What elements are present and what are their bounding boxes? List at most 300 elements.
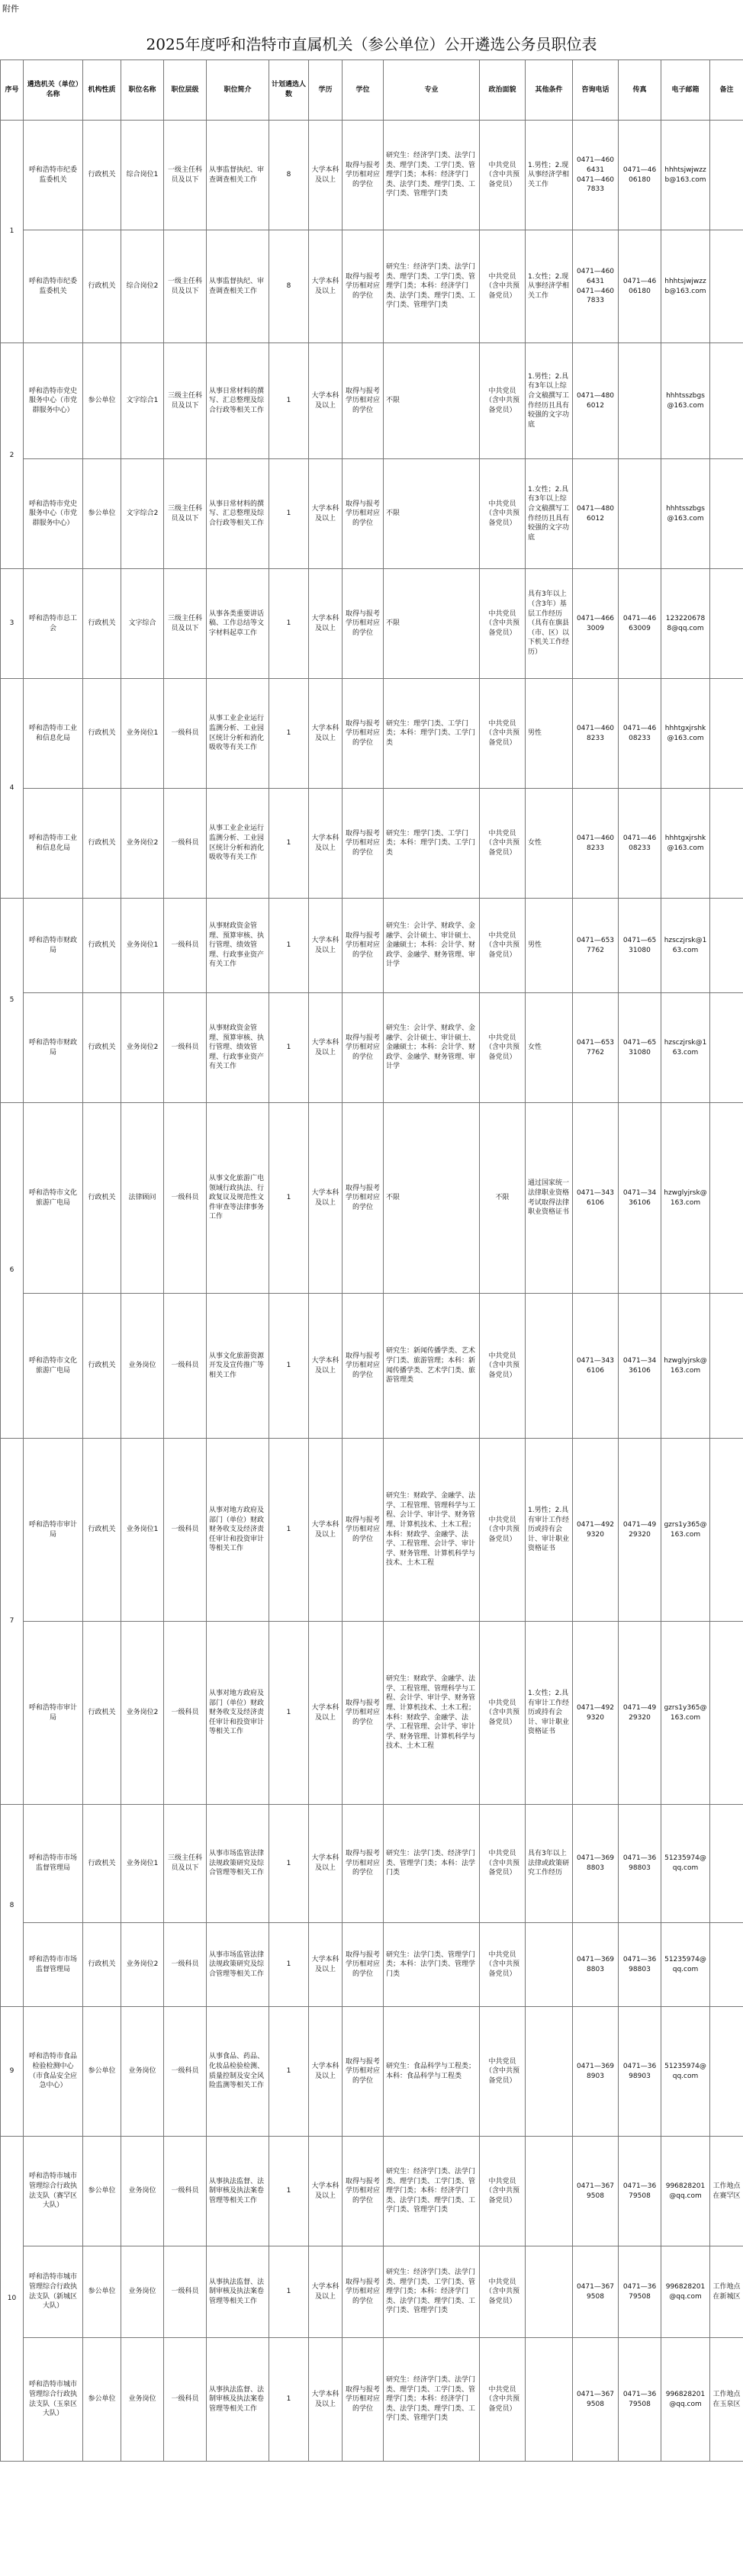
cell-phone: 0471—4606431 0471—4607833 [573, 121, 619, 230]
cell-intro: 从事市场监管法律法规政策研究及综合管理等相关工作 [207, 1923, 269, 2007]
cell-fax [619, 343, 661, 459]
cell-fax: 0471—4929320 [619, 1439, 661, 1622]
cell-fax: 0471—3698903 [619, 2007, 661, 2137]
cell-note [710, 1923, 743, 2007]
cell-edu: 大学本科及以上 [309, 459, 343, 569]
cell-note [710, 1439, 743, 1622]
cell-note [710, 1103, 743, 1294]
cell-phone: 0471—3698903 [573, 2007, 619, 2137]
cell-degree: 取得与报考学历相对应的学位 [343, 679, 384, 789]
cell-edu: 大学本科及以上 [309, 230, 343, 343]
cell-unit: 呼和浩特市审计局 [24, 1622, 83, 1805]
cell-phone: 0471—4608233 [573, 679, 619, 789]
cell-fax: 0471—4608233 [619, 679, 661, 789]
header-degree: 学位 [343, 60, 384, 121]
cell-phone: 0471—3679508 [573, 2137, 619, 2246]
cell-note [710, 1294, 743, 1439]
cell-politics: 中共党员（含中共预备党员） [480, 1439, 526, 1622]
cell-level: 一级科员 [164, 1622, 207, 1805]
cell-level: 一级科员 [164, 2338, 207, 2462]
cell-degree: 取得与报考学历相对应的学位 [343, 2137, 384, 2246]
cell-major: 不限 [384, 1103, 480, 1294]
cell-major: 研究生：财政学、金融学、法学、工程管理、管理科学与工程、会计学、审计学、财务管理、计算机技术、土木工程；本科：财政学、金融学、法学、工程管理、会计学、审计学、财务管理、计算机科学与技术、土木工程 [384, 1622, 480, 1805]
cell-level: 一级科员 [164, 1294, 207, 1439]
table-row [1, 459, 743, 569]
cell-nature: 参公单位 [83, 2246, 121, 2338]
cell-major: 研究生：理学门类、工学门类；本科：理学门类、工学门类 [384, 789, 480, 899]
cell-politics: 中共党员（含中共预备党员） [480, 230, 526, 343]
cell-major: 研究生：经济学门类、法学门类、理学门类、工学门类、管理学门类；本科：经济学门类、法学门类、理学门类、工学门类、管理学门类 [384, 2338, 480, 2462]
cell-edu: 大学本科及以上 [309, 679, 343, 789]
cell-degree: 取得与报考学历相对应的学位 [343, 2246, 384, 2338]
cell-degree: 取得与报考学历相对应的学位 [343, 121, 384, 230]
table-row [1, 789, 743, 899]
header-no: 序号 [1, 60, 24, 121]
cell-no: 6 [1, 1103, 24, 1439]
cell-unit: 呼和浩特市文化旅游广电局 [24, 1103, 83, 1294]
cell-phone: 0471—3679508 [573, 2246, 619, 2338]
cell-level: 三级主任科员及以下 [164, 343, 207, 459]
cell-major: 研究生：经济学门类、法学门类、理学门类、工学门类、管理学门类；本科：经济学门类、法学门类、理学门类、工学门类、管理学门类 [384, 230, 480, 343]
cell-degree: 取得与报考学历相对应的学位 [343, 1103, 384, 1294]
cell-unit: 呼和浩特市城市管理综合行政执法支队（赛罕区大队） [24, 2137, 83, 2246]
cell-other: 1.女性；2.具有3年以上综合文稿撰写工作经历且具有较强的文字功底 [526, 459, 573, 569]
table-row [1, 1294, 743, 1439]
cell-other [526, 1923, 573, 2007]
cell-unit: 呼和浩特市财政局 [24, 899, 83, 993]
header-level: 职位层级 [164, 60, 207, 121]
cell-other [526, 2246, 573, 2338]
cell-other: 1.男性；2.具有3年以上综合文稿撰写工作经历且具有较强的文字功底 [526, 343, 573, 459]
cell-politics: 中共党员（含中共预备党员） [480, 343, 526, 459]
cell-note [710, 121, 743, 230]
cell-email: hhhtsjwjwzzb@163.com [661, 230, 710, 343]
cell-fax: 0471—4606180 [619, 230, 661, 343]
cell-politics: 中共党员（含中共预备党员） [480, 569, 526, 679]
header-nature: 机构性质 [83, 60, 121, 121]
cell-intro: 从事对地方政府及部门（单位）财政财务收支及经济责任审计和投资审计等相关工作 [207, 1439, 269, 1622]
cell-post: 文字综合2 [121, 459, 164, 569]
cell-major: 研究生：经济学门类、法学门类、理学门类、工学门类、管理学门类；本科：经济学门类、法学门类、理学门类、工学门类、管理学门类 [384, 2137, 480, 2246]
cell-fax: 0471—6531080 [619, 899, 661, 993]
cell-note [710, 1805, 743, 1923]
cell-fax [619, 459, 661, 569]
cell-intro: 从事文化旅游资源开发及宣传推广等相关工作 [207, 1294, 269, 1439]
cell-no: 7 [1, 1439, 24, 1805]
cell-unit: 呼和浩特市文化旅游广电局 [24, 1294, 83, 1439]
cell-politics: 中共党员（含中共预备党员） [480, 2007, 526, 2137]
cell-politics: 中共党员（含中共预备党员） [480, 1805, 526, 1923]
cell-level: 一级科员 [164, 1103, 207, 1294]
cell-post: 业务岗位1 [121, 1805, 164, 1923]
cell-degree: 取得与报考学历相对应的学位 [343, 789, 384, 899]
cell-edu: 大学本科及以上 [309, 899, 343, 993]
cell-email: hzsczjrsk@163.com [661, 899, 710, 993]
cell-fax: 0471—3679508 [619, 2246, 661, 2338]
cell-no: 5 [1, 899, 24, 1103]
cell-email: hhhtgxjrshk@163.com [661, 789, 710, 899]
header-intro: 职位简介 [207, 60, 269, 121]
cell-post: 业务岗位 [121, 1294, 164, 1439]
cell-major: 研究生：法学门类、管理学门类；本科：法学门类、管理学门类 [384, 1923, 480, 2007]
cell-degree: 取得与报考学历相对应的学位 [343, 1622, 384, 1805]
cell-unit: 呼和浩特市财政局 [24, 993, 83, 1103]
header-unit: 遴选机关（单位）名称 [24, 60, 83, 121]
cell-major: 研究生：会计学、财政学、金融学、会计硕士、审计硕士、金融硕士；本科：会计学、财政学、金融学、财务管理、审计学 [384, 899, 480, 993]
cell-intro: 从事执法监督、法制审核及执法案卷管理等相关工作 [207, 2246, 269, 2338]
cell-post: 业务岗位 [121, 2137, 164, 2246]
cell-post: 业务岗位 [121, 2246, 164, 2338]
page-title: 2025年度呼和浩特市直属机关（参公单位）公开遴选公务员职位表 [146, 35, 597, 53]
cell-email: hzwglyjrsk@163.com [661, 1294, 710, 1439]
cell-intro: 从事各类重要讲话稿、工作总结等文字材料起草工作 [207, 569, 269, 679]
cell-other: 通过国家统一法律职业资格考试取得法律职业资格证书 [526, 1103, 573, 1294]
cell-count: 1 [269, 2338, 309, 2462]
cell-major: 研究生：会计学、财政学、金融学、会计硕士、审计硕士、金融硕士；本科：会计学、财政学、金融学、财务管理、审计学 [384, 993, 480, 1103]
table-row [1, 993, 743, 1103]
cell-unit: 呼和浩特市市场监督管理局 [24, 1923, 83, 2007]
cell-phone: 0471—3436106 [573, 1103, 619, 1294]
cell-degree: 取得与报考学历相对应的学位 [343, 459, 384, 569]
cell-nature: 参公单位 [83, 2137, 121, 2246]
cell-count: 1 [269, 679, 309, 789]
cell-post: 业务岗位2 [121, 993, 164, 1103]
cell-politics: 中共党员（含中共预备党员） [480, 899, 526, 993]
cell-other: 1.女性；2.现从事经济学相关工作 [526, 230, 573, 343]
cell-level: 一级主任科员及以下 [164, 121, 207, 230]
cell-edu: 大学本科及以上 [309, 1294, 343, 1439]
cell-other: 男性 [526, 679, 573, 789]
cell-other: 1.男性；2.现从事经济学相关工作 [526, 121, 573, 230]
cell-email: hzsczjrsk@163.com [661, 993, 710, 1103]
cell-note [710, 679, 743, 789]
cell-nature: 行政机关 [83, 789, 121, 899]
cell-edu: 大学本科及以上 [309, 1805, 343, 1923]
cell-nature: 行政机关 [83, 1294, 121, 1439]
cell-degree: 取得与报考学历相对应的学位 [343, 230, 384, 343]
cell-fax: 0471—3436106 [619, 1103, 661, 1294]
cell-post: 业务岗位2 [121, 789, 164, 899]
header-other: 其他条件 [526, 60, 573, 121]
cell-no: 9 [1, 2007, 24, 2137]
cell-phone: 0471—4929320 [573, 1622, 619, 1805]
cell-count: 1 [269, 343, 309, 459]
cell-note [710, 899, 743, 993]
cell-post: 法律顾问 [121, 1103, 164, 1294]
cell-post: 业务岗位1 [121, 679, 164, 789]
cell-count: 1 [269, 2246, 309, 2338]
cell-politics: 中共党员（含中共预备党员） [480, 1622, 526, 1805]
table-row [1, 343, 743, 459]
cell-other: 女性 [526, 789, 573, 899]
header-politics: 政治面貌 [480, 60, 526, 121]
cell-phone: 0471—4806012 [573, 459, 619, 569]
cell-fax: 0471—3436106 [619, 1294, 661, 1439]
cell-fax: 0471—4606180 [619, 121, 661, 230]
cell-nature: 行政机关 [83, 1439, 121, 1622]
cell-other: 1.男性；2.具有审计工作经历或持有会计、审计职业资格证书 [526, 1439, 573, 1622]
cell-post: 业务岗位2 [121, 1923, 164, 2007]
cell-major: 研究生：经济学门类、法学门类、理学门类、工学门类、管理学门类；本科：经济学门类、法学门类、理学门类、工学门类、管理学门类 [384, 2246, 480, 2338]
table-row [1, 1923, 743, 2007]
cell-edu: 大学本科及以上 [309, 2246, 343, 2338]
cell-no: 10 [1, 2137, 24, 2462]
table-row [1, 2137, 743, 2246]
header-count: 计划遴选人数 [269, 60, 309, 121]
cell-fax: 0471—3679508 [619, 2338, 661, 2462]
cell-post: 业务岗位 [121, 2007, 164, 2137]
cell-post: 文字综合1 [121, 343, 164, 459]
cell-level: 一级科员 [164, 2137, 207, 2246]
cell-major: 研究生：食品科学与工程类；本科：食品科学与工程类 [384, 2007, 480, 2137]
cell-other: 男性 [526, 899, 573, 993]
cell-other [526, 2007, 573, 2137]
cell-note [710, 2007, 743, 2137]
cell-count: 1 [269, 459, 309, 569]
table-row [1, 899, 743, 993]
cell-edu: 大学本科及以上 [309, 1439, 343, 1622]
cell-unit: 呼和浩特市纪委监委机关 [24, 230, 83, 343]
cell-note [710, 343, 743, 459]
cell-edu: 大学本科及以上 [309, 1923, 343, 2007]
cell-phone: 0471—3679508 [573, 2338, 619, 2462]
table-header-row [1, 60, 743, 121]
cell-intro: 从事监督执纪、审查调查相关工作 [207, 121, 269, 230]
cell-politics: 中共党员（含中共预备党员） [480, 993, 526, 1103]
table-row [1, 569, 743, 679]
cell-count: 1 [269, 1103, 309, 1294]
header-email: 电子邮箱 [661, 60, 710, 121]
cell-unit: 呼和浩特市工业和信息化局 [24, 679, 83, 789]
position-table [0, 59, 743, 2462]
cell-fax: 0471—3698803 [619, 1805, 661, 1923]
cell-politics: 中共党员（含中共预备党员） [480, 679, 526, 789]
cell-unit: 呼和浩特市审计局 [24, 1439, 83, 1622]
header-fax: 传真 [619, 60, 661, 121]
cell-edu: 大学本科及以上 [309, 2007, 343, 2137]
cell-degree: 取得与报考学历相对应的学位 [343, 343, 384, 459]
cell-phone: 0471—3698803 [573, 1923, 619, 2007]
cell-level: 一级主任科员及以下 [164, 230, 207, 343]
cell-unit: 呼和浩特市党史服务中心（市党群服务中心） [24, 459, 83, 569]
cell-major: 研究生：财政学、金融学、法学、工程管理、管理科学与工程、会计学、审计学、财务管理、计算机技术、土木工程；本科：财政学、金融学、法学、工程管理、会计学、审计学、财务管理、计算机科学与技术、土木工程 [384, 1439, 480, 1622]
cell-nature: 行政机关 [83, 679, 121, 789]
cell-level: 一级科员 [164, 1923, 207, 2007]
cell-phone: 0471—4608233 [573, 789, 619, 899]
cell-post: 综合岗位1 [121, 121, 164, 230]
cell-nature: 行政机关 [83, 1923, 121, 2007]
cell-post: 业务岗位 [121, 2338, 164, 2462]
cell-unit: 呼和浩特市党史服务中心（市党群服务中心） [24, 343, 83, 459]
cell-degree: 取得与报考学历相对应的学位 [343, 1805, 384, 1923]
cell-edu: 大学本科及以上 [309, 2338, 343, 2462]
cell-degree: 取得与报考学历相对应的学位 [343, 1923, 384, 2007]
cell-note [710, 1622, 743, 1805]
cell-note: 工作地点在新城区 [710, 2246, 743, 2338]
cell-post: 业务岗位2 [121, 1622, 164, 1805]
attachment-label: 附件 [2, 4, 19, 14]
cell-unit: 呼和浩特市工业和信息化局 [24, 789, 83, 899]
cell-email: hhhtsjwjwzzb@163.com [661, 121, 710, 230]
cell-nature: 行政机关 [83, 569, 121, 679]
table-row [1, 1439, 743, 1622]
cell-fax: 0471—4663009 [619, 569, 661, 679]
cell-major: 研究生：理学门类、工学门类；本科：理学门类、工学门类 [384, 679, 480, 789]
cell-fax: 0471—3698803 [619, 1923, 661, 2007]
cell-level: 三级主任科员及以下 [164, 459, 207, 569]
cell-edu: 大学本科及以上 [309, 569, 343, 679]
cell-unit: 呼和浩特市总工会 [24, 569, 83, 679]
cell-major: 不限 [384, 343, 480, 459]
table-row [1, 230, 743, 343]
cell-nature: 参公单位 [83, 343, 121, 459]
cell-level: 三级主任科员及以下 [164, 569, 207, 679]
cell-degree: 取得与报考学历相对应的学位 [343, 569, 384, 679]
cell-level: 一级科员 [164, 2007, 207, 2137]
cell-post: 文字综合 [121, 569, 164, 679]
header-post: 职位名称 [121, 60, 164, 121]
header-phone: 咨询电话 [573, 60, 619, 121]
cell-count: 1 [269, 2007, 309, 2137]
cell-politics: 中共党员（含中共预备党员） [480, 2338, 526, 2462]
cell-phone: 0471—3436106 [573, 1294, 619, 1439]
cell-email: 1232206788@qq.com [661, 569, 710, 679]
cell-nature: 参公单位 [83, 2007, 121, 2137]
cell-note: 工作地点在赛罕区 [710, 2137, 743, 2246]
table-row [1, 1103, 743, 1294]
cell-edu: 大学本科及以上 [309, 1103, 343, 1294]
cell-note [710, 993, 743, 1103]
cell-note [710, 459, 743, 569]
cell-count: 1 [269, 569, 309, 679]
cell-email: hhhtsszbgs@163.com [661, 343, 710, 459]
cell-count: 1 [269, 899, 309, 993]
cell-politics: 中共党员（含中共预备党员） [480, 459, 526, 569]
cell-fax: 0471—4608233 [619, 789, 661, 899]
cell-intro: 从事工业企业运行监测分析、工业园区统计分析和消化吸收等有关工作 [207, 679, 269, 789]
cell-count: 1 [269, 1622, 309, 1805]
cell-email: 996828201@qq.com [661, 2246, 710, 2338]
cell-nature: 行政机关 [83, 1805, 121, 1923]
cell-unit: 呼和浩特市食品检验检测中心（市食品安全应急中心） [24, 2007, 83, 2137]
table-row [1, 2007, 743, 2137]
cell-count: 1 [269, 1294, 309, 1439]
cell-email: 51235974@qq.com [661, 1923, 710, 2007]
cell-nature: 行政机关 [83, 1103, 121, 1294]
cell-politics: 中共党员（含中共预备党员） [480, 1294, 526, 1439]
cell-phone: 0471—4929320 [573, 1439, 619, 1622]
table-row [1, 679, 743, 789]
cell-count: 1 [269, 993, 309, 1103]
cell-politics: 中共党员（含中共预备党员） [480, 1923, 526, 2007]
cell-level: 三级主任科员及以下 [164, 1805, 207, 1923]
cell-politics: 中共党员（含中共预备党员） [480, 789, 526, 899]
cell-email: hhhtsszbgs@163.com [661, 459, 710, 569]
cell-level: 一级科员 [164, 679, 207, 789]
cell-note [710, 789, 743, 899]
cell-degree: 取得与报考学历相对应的学位 [343, 2338, 384, 2462]
cell-other: 具有3年以上（含3年）基层工作经历（具有在旗县（市、区）以下机关工作经历） [526, 569, 573, 679]
cell-nature: 行政机关 [83, 899, 121, 993]
cell-no: 2 [1, 343, 24, 569]
cell-edu: 大学本科及以上 [309, 121, 343, 230]
cell-level: 一级科员 [164, 993, 207, 1103]
cell-other: 1.女性；2.具有审计工作经历或持有会计、审计职业资格证书 [526, 1622, 573, 1805]
cell-phone: 0471—4606431 0471—4607833 [573, 230, 619, 343]
cell-intro: 从事日常材料的撰写、汇总整理及综合行政等相关工作 [207, 343, 269, 459]
cell-count: 1 [269, 1439, 309, 1622]
cell-degree: 取得与报考学历相对应的学位 [343, 1439, 384, 1622]
table-row [1, 1622, 743, 1805]
cell-note [710, 569, 743, 679]
cell-count: 1 [269, 1805, 309, 1923]
cell-nature: 参公单位 [83, 2338, 121, 2462]
cell-degree: 取得与报考学历相对应的学位 [343, 2007, 384, 2137]
cell-phone: 0471—3698803 [573, 1805, 619, 1923]
cell-intro: 从事文化旅游广电领域行政执法、行政复议及规范性文件审查等法律事务工作 [207, 1103, 269, 1294]
cell-level: 一级科员 [164, 2246, 207, 2338]
cell-other [526, 2137, 573, 2246]
cell-unit: 呼和浩特市城市管理综合行政执法支队（新城区大队） [24, 2246, 83, 2338]
cell-level: 一级科员 [164, 899, 207, 993]
cell-edu: 大学本科及以上 [309, 1622, 343, 1805]
cell-no: 1 [1, 121, 24, 343]
cell-edu: 大学本科及以上 [309, 789, 343, 899]
cell-email: hzwglyjrsk@163.com [661, 1103, 710, 1294]
cell-other: 女性 [526, 993, 573, 1103]
cell-phone: 0471—4663009 [573, 569, 619, 679]
cell-intro: 从事财政资金管理、预算审核、执行管理、绩效管理、行政事业资产有关工作 [207, 899, 269, 993]
cell-email: gzrs1y365@163.com [661, 1439, 710, 1622]
cell-unit: 呼和浩特市市场监督管理局 [24, 1805, 83, 1923]
cell-intro: 从事市场监管法律法规政策研究及综合管理等相关工作 [207, 1805, 269, 1923]
cell-politics: 中共党员（含中共预备党员） [480, 121, 526, 230]
cell-no: 4 [1, 679, 24, 899]
cell-phone: 0471—4806012 [573, 343, 619, 459]
cell-intro: 从事工业企业运行监测分析、工业园区统计分析和消化吸收等有关工作 [207, 789, 269, 899]
cell-post: 业务岗位1 [121, 899, 164, 993]
cell-intro: 从事财政资金管理、预算审核、执行管理、绩效管理、行政事业资产有关工作 [207, 993, 269, 1103]
cell-count: 8 [269, 121, 309, 230]
cell-email: 996828201@qq.com [661, 2137, 710, 2246]
cell-intro: 从事监督执纪、审查调查相关工作 [207, 230, 269, 343]
cell-nature: 行政机关 [83, 121, 121, 230]
cell-note: 工作地点在玉泉区 [710, 2338, 743, 2462]
header-major: 专业 [384, 60, 480, 121]
cell-major: 研究生：法学门类、经济学门类、管理学门类；本科：法学门类 [384, 1805, 480, 1923]
cell-edu: 大学本科及以上 [309, 993, 343, 1103]
cell-intro: 从事日常材料的撰写、汇总整理及综合行政等相关工作 [207, 459, 269, 569]
cell-email: 51235974@qq.com [661, 1805, 710, 1923]
cell-level: 一级科员 [164, 789, 207, 899]
cell-unit: 呼和浩特市纪委监委机关 [24, 121, 83, 230]
cell-email: 996828201@qq.com [661, 2338, 710, 2462]
cell-no: 8 [1, 1805, 24, 2007]
cell-intro: 从事食品、药品、化妆品检验检测、质量控制及安全风险监测等相关工作 [207, 2007, 269, 2137]
table-row [1, 121, 743, 230]
table-row [1, 2246, 743, 2338]
cell-unit: 呼和浩特市城市管理综合行政执法支队（玉泉区大队） [24, 2338, 83, 2462]
cell-nature: 参公单位 [83, 459, 121, 569]
cell-email: hhhtgxjrshk@163.com [661, 679, 710, 789]
cell-level: 一级科员 [164, 1439, 207, 1622]
cell-degree: 取得与报考学历相对应的学位 [343, 899, 384, 993]
cell-major: 不限 [384, 459, 480, 569]
cell-major: 研究生：新闻传播学类、艺术学门类、旅游管理；本科：新闻传播学类、艺术学门类、旅游管理类 [384, 1294, 480, 1439]
cell-politics: 中共党员（含中共预备党员） [480, 2137, 526, 2246]
cell-email: 51235974@qq.com [661, 2007, 710, 2137]
cell-other [526, 1294, 573, 1439]
